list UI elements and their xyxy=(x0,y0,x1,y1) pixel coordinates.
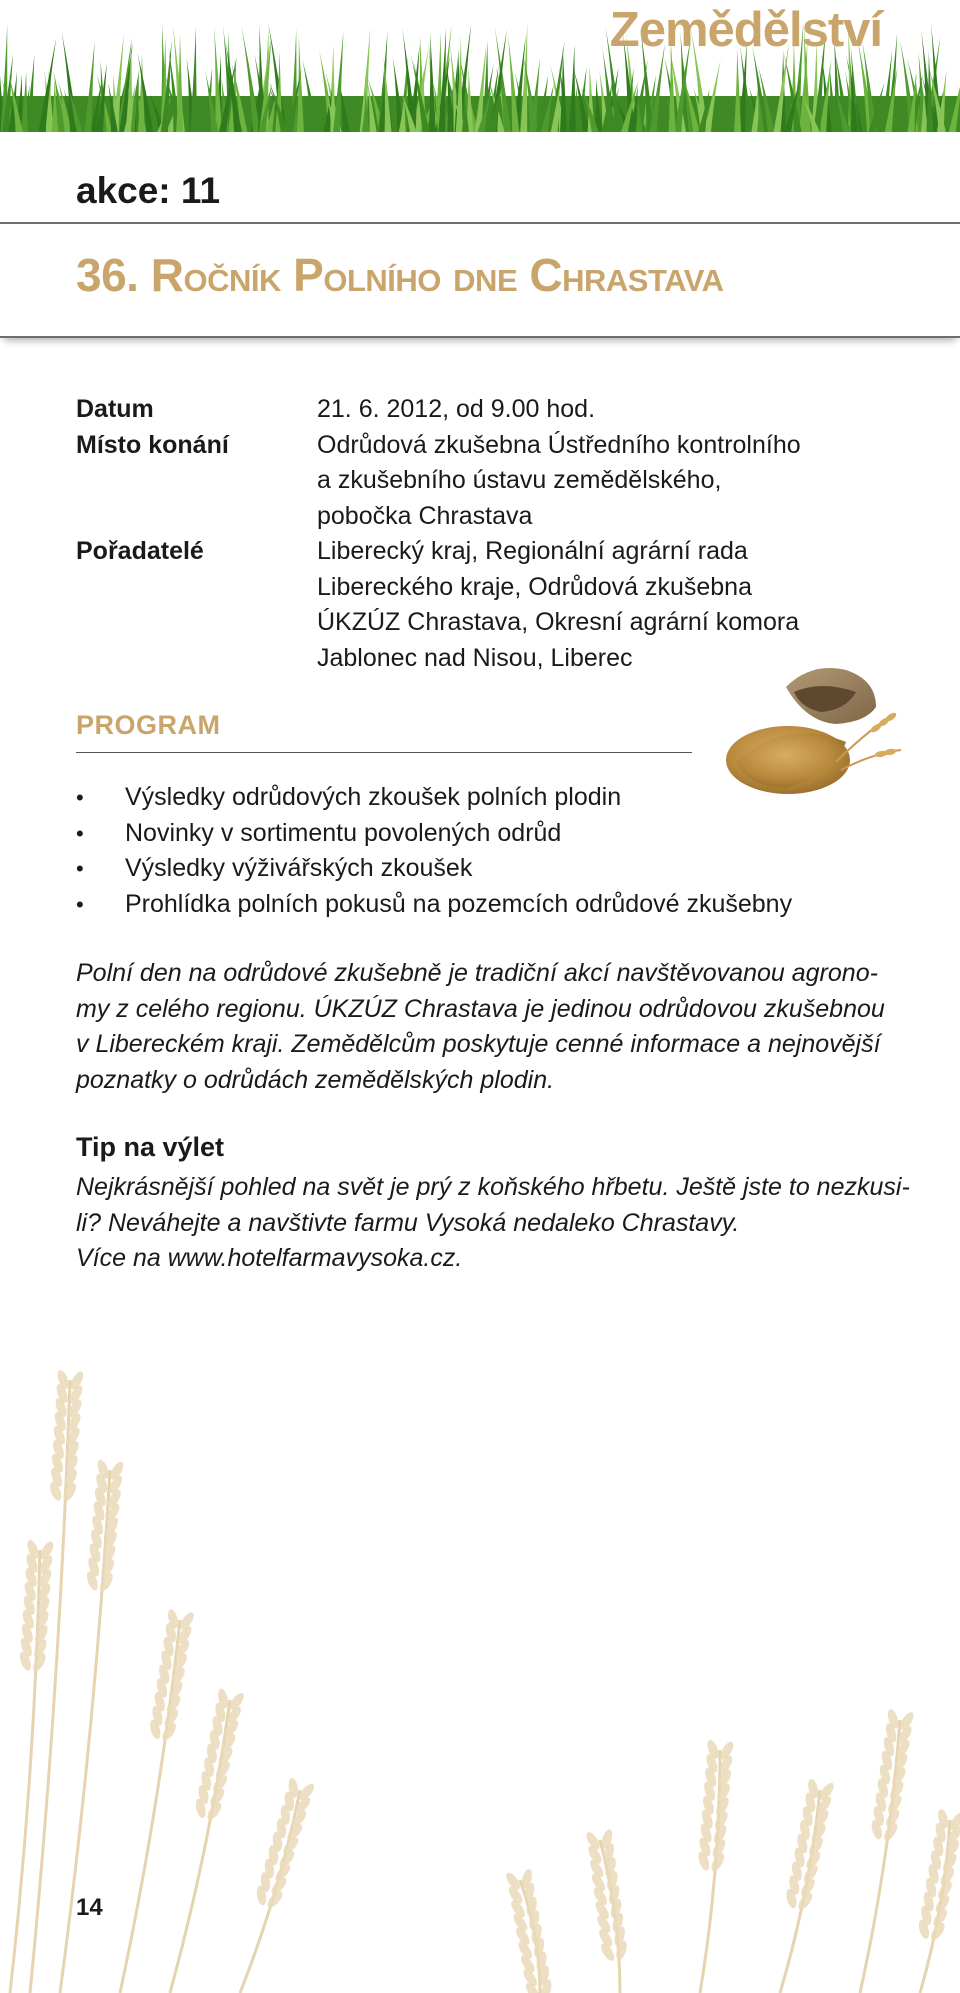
event-title xyxy=(76,248,723,302)
wheat-stalk xyxy=(780,1790,820,1993)
program-item xyxy=(76,851,792,887)
bullet-icon: • xyxy=(76,785,84,810)
info-row-date xyxy=(76,392,856,428)
info-value xyxy=(317,428,856,535)
info-label: Datum xyxy=(76,395,154,423)
event-title-word: ROČNÍK xyxy=(150,249,281,301)
wheat-stalk xyxy=(240,1790,300,1993)
grass-blade xyxy=(560,47,567,132)
program-item-text: Výsledky odrůdových zkoušek polních plodin xyxy=(125,783,622,811)
program-list xyxy=(76,780,792,922)
info-value-line: Liberecký kraj, Regionální agrární rada xyxy=(317,537,748,565)
intro-paragraph xyxy=(76,956,896,1098)
bullet-icon: • xyxy=(76,820,84,846)
program-item-text: Novinky v sortimentu povolených odrůd xyxy=(125,818,562,847)
event-title-word: CHRASTAVA xyxy=(529,249,724,301)
event-title-word: DNE xyxy=(453,263,518,298)
program-item xyxy=(76,887,792,923)
info-value-line: Jablonec nad Nisou, Liberec xyxy=(317,643,633,672)
bullet-icon: • xyxy=(76,891,84,917)
event-number-label: akce: 11 xyxy=(76,170,221,211)
info-value-line: ÚKZÚZ Chrastava, Okresní agrární komora xyxy=(317,608,800,636)
program-item-text: Prohlídka polních pokusů na pozemcích odrůdové zkušebny xyxy=(125,889,793,918)
event-title-number: 36. xyxy=(76,249,139,301)
event-title-word: POLNÍHO xyxy=(293,249,441,301)
info-value-line: Libereckého kraje, Odrůdová zkušebna xyxy=(317,572,752,601)
event-info-table xyxy=(76,392,856,676)
grass-blade xyxy=(734,47,741,132)
info-row-venue xyxy=(76,428,856,535)
tip-line: Více na www.hotelfarmavysoka.cz. xyxy=(76,1244,463,1272)
wheat-stalk xyxy=(120,1620,180,1993)
tip-line: li? Neváhejte a navštivte farmu Vysoká nedaleko Chrastavy. xyxy=(76,1208,740,1237)
program-divider xyxy=(76,752,692,753)
wheat-background-illustration xyxy=(0,1320,960,1993)
tip-paragraph xyxy=(76,1170,910,1277)
info-label: Místo konání xyxy=(76,430,229,459)
info-value xyxy=(317,534,856,676)
info-value-line: Odrůdová zkušebna Ústředního kontrolního xyxy=(317,430,801,459)
program-item xyxy=(76,780,792,816)
info-value-line: pobočka Chrastava xyxy=(317,501,533,530)
intro-line: Polní den na odrůdové zkušebně je tradiční akcí navštěvovanou agrono- xyxy=(76,959,878,987)
tip-line: Nejkrásnější pohled na svět je prý z koňského hřbetu. Ještě jste to nezkusi- xyxy=(76,1173,910,1201)
info-value-line: a zkušebního ústavu zemědělského, xyxy=(317,466,722,494)
program-heading: PROGRAM xyxy=(76,710,221,740)
intro-line: v Libereckém kraji. Zemědělcům poskytuje cenné informace a nejnovější xyxy=(76,1030,881,1058)
program-item xyxy=(76,816,792,852)
grass-blade xyxy=(429,32,436,132)
info-value-line: 21. 6. 2012, od 9.00 hod. xyxy=(317,395,596,423)
wheat-stalk xyxy=(860,1720,900,1993)
bullet-icon: • xyxy=(76,856,84,881)
info-row-organizers xyxy=(76,534,856,676)
grass-header-banner xyxy=(0,0,960,132)
intro-line: my z celého regionu. ÚKZÚZ Chrastava je jedinou odrůdovou zkušebnou xyxy=(76,994,885,1023)
program-item-text: Výsledky výživářských zkoušek xyxy=(125,854,473,882)
tip-heading: Tip na výlet xyxy=(76,1132,225,1162)
wheat-stalk xyxy=(170,1700,230,1993)
page-number: 14 xyxy=(76,1894,103,1921)
info-label: Pořadatelé xyxy=(76,537,204,565)
intro-line: poznatky o odrůdách zemědělských plodin. xyxy=(76,1065,555,1094)
section-title: Zemědělství xyxy=(609,3,882,57)
info-value xyxy=(317,392,856,428)
